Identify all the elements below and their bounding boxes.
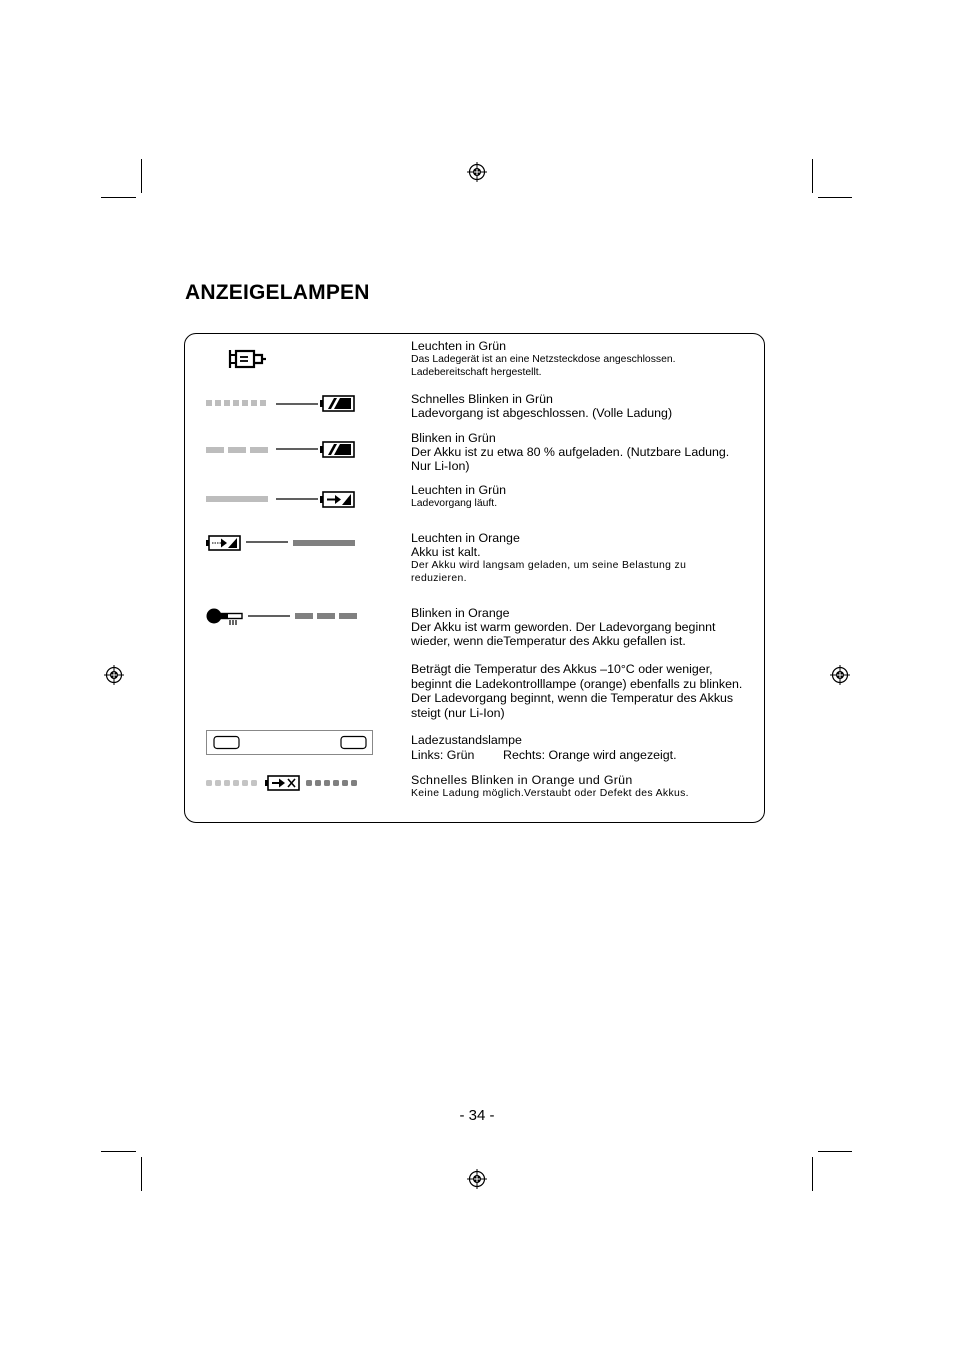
steady-bar-icon <box>206 495 270 503</box>
thermometer-icon <box>206 607 246 627</box>
fast-blink-dots-icon <box>206 399 272 409</box>
crop-mark <box>818 197 852 198</box>
row-heading: Blinken in Grün <box>411 431 496 445</box>
row-text <box>411 606 756 648</box>
crop-mark <box>812 1157 813 1191</box>
registration-mark-icon <box>466 161 488 183</box>
crop-mark <box>141 159 142 193</box>
fast-blink-dots-both-icon <box>206 779 262 787</box>
page-title: ANZEIGELAMPEN <box>185 281 370 304</box>
row-line: Keine Ladung möglich.Verstaubt oder Defekt des Akkus. <box>411 788 689 799</box>
row-line: Der Akku ist warm geworden. Der Ladevorgang beginnt <box>411 620 716 634</box>
crop-mark <box>101 197 136 198</box>
blink-dashes-orange-icon <box>295 612 359 620</box>
row-heading: Leuchten in Grün <box>411 483 507 497</box>
row-text <box>411 431 756 473</box>
row-text <box>411 773 756 800</box>
registration-mark-icon <box>103 664 125 686</box>
status-lamp-labels <box>411 748 756 762</box>
row-text <box>411 339 756 379</box>
blink-dashes-icon <box>206 446 270 454</box>
row-heading: Leuchten in Grün <box>411 339 507 353</box>
row-line: Nur Li-Ion) <box>411 459 470 473</box>
crop-mark <box>101 1151 136 1152</box>
row-line: Der Akku ist zu etwa 80 % aufgeladen. (Nutzbare Ladung. <box>411 445 730 459</box>
registration-mark-icon <box>829 664 851 686</box>
battery-charging-icon <box>320 491 356 508</box>
row-heading: Leuchten in Orange <box>411 531 520 545</box>
connector-line <box>276 498 318 500</box>
plug-icon <box>228 348 268 370</box>
left-lamp-label: Links: Grün <box>411 748 475 762</box>
registration-mark-icon <box>466 1168 488 1190</box>
row-text <box>411 531 756 585</box>
row-line: Der Akku wird langsam geladen, um seine Belastung zu <box>411 560 687 571</box>
page-number: - 34 - <box>459 1107 495 1124</box>
row-text <box>411 483 756 510</box>
battery-full-icon <box>320 441 356 458</box>
row-heading: Schnelles Blinken in Grün <box>411 392 553 406</box>
connector-line <box>246 541 288 543</box>
row-heading: Schnelles Blinken in Orange und Grün <box>411 773 633 787</box>
row-line: wieder, wenn dieTemperatur des Akku gefallen ist. <box>411 634 686 648</box>
connector-line <box>248 615 290 617</box>
connector-line <box>276 403 318 405</box>
right-lamp-label: Rechts: Orange wird angezeigt. <box>503 748 677 762</box>
crop-mark <box>818 1151 852 1152</box>
row-heading: Blinken in Orange <box>411 606 510 620</box>
row-heading: Ladezustandslampe <box>411 733 522 747</box>
row-text <box>411 733 756 762</box>
row-line: Akku ist kalt. <box>411 545 481 559</box>
row-text <box>411 392 756 420</box>
note-line: Der Ladevorgang beginnt, wenn die Temperatur des Akkus <box>411 691 734 706</box>
row-line: Ladevorgang läuft. <box>411 498 498 509</box>
battery-error-icon <box>265 775 301 791</box>
note-line: steigt (nur Li-Ion) <box>411 705 505 720</box>
row-line: Das Ladegerät ist an eine Netzsteckdose angeschlossen. <box>411 354 676 365</box>
row-line: Ladevorgang ist abgeschlossen. (Volle Ladung) <box>411 406 673 420</box>
note-line: beginnt die Ladekontrolllampe (orange) ebenfalls zu blinken. <box>411 676 743 691</box>
fast-blink-dots-both-icon <box>306 779 362 787</box>
note-line: Beträgt die Temperatur des Akkus –10°C oder weniger, <box>411 662 713 676</box>
connector-line <box>276 448 318 450</box>
temperature-note <box>411 662 761 720</box>
row-line: Ladebereitschaft hergestellt. <box>411 367 542 378</box>
battery-full-icon <box>320 395 356 412</box>
charge-status-lamp-icon <box>206 730 374 756</box>
steady-bar-orange-icon <box>293 539 357 547</box>
battery-cold-icon <box>206 535 242 551</box>
crop-mark <box>141 1157 142 1191</box>
row-line: reduzieren. <box>411 573 467 584</box>
crop-mark <box>812 159 813 193</box>
